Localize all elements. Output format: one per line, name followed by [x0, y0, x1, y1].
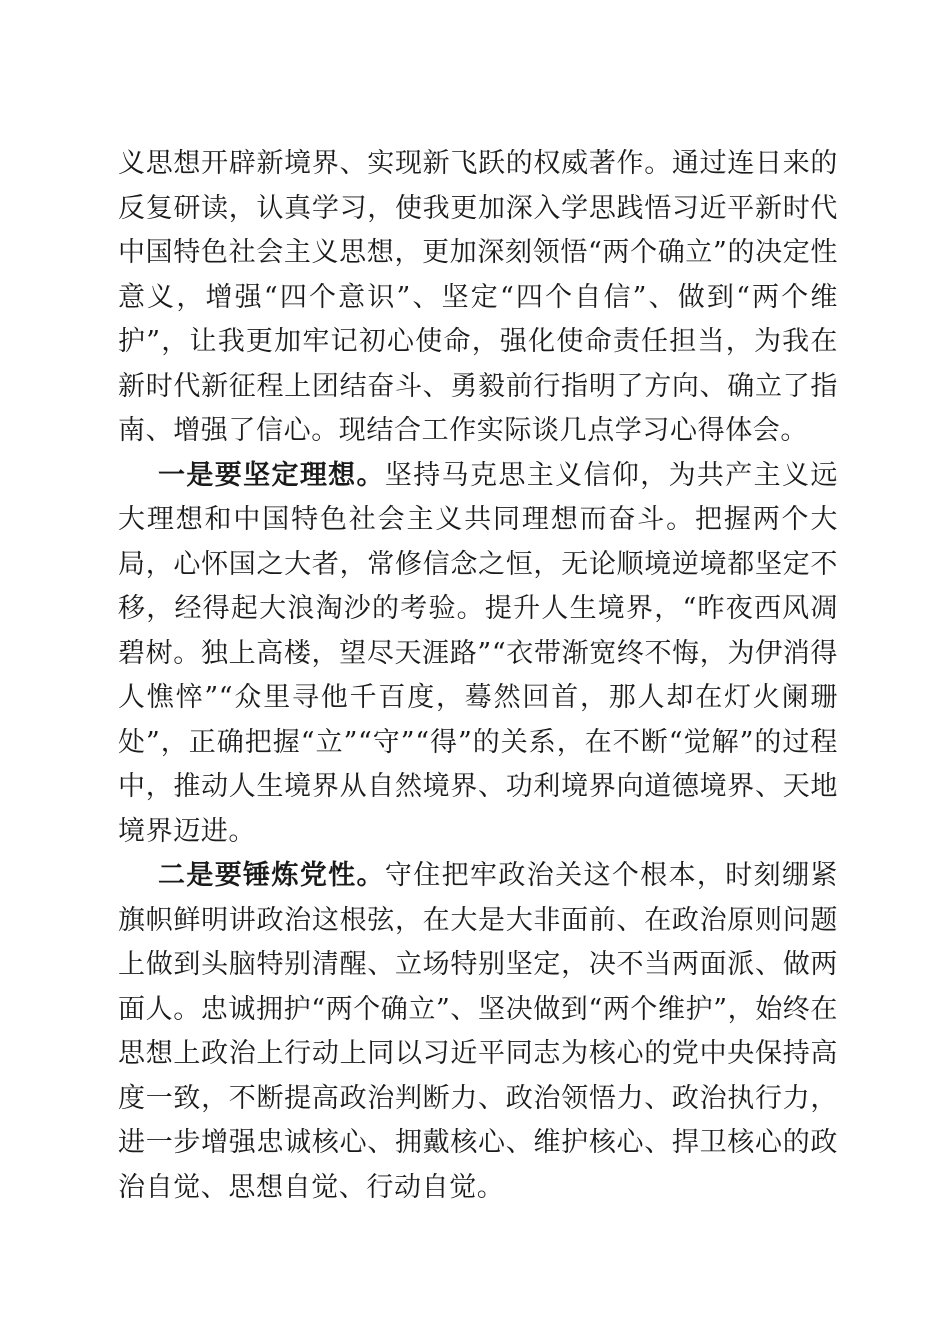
paragraph-party-spirit: [118, 854, 838, 1210]
paragraph-lead: 二是要锤炼党性。: [158, 860, 385, 891]
paragraph-text: 坚持马克思主义信仰，为共产主义远大理想和中国特色社会主义共同理想而奋斗。把握两个大局，心怀国之大者，常修信念之恒，无论顺境逆境都坚定不移，经得起大浪淘沙的考验。提升人生境界，“昨夜西风凋碧树。独上高楼，望尽天涯路”“衣带渐宽终不悔，为伊消得人憔悴”“众里寻他千百度，蓦然回首，那人却在灯火阑珊处”，正确把握“立”“守”“得”的关系，在不断“觉解”的过程中，推动人生境界从自然境界、功利境界向道德境界、天地境界迈进。: [118, 459, 838, 847]
paragraph-lead: 一是要坚定理想。: [158, 459, 385, 491]
paragraph-ideal: [118, 454, 838, 855]
paragraph-text: 守住把牢政治关这个根本，时刻绷紧旗帜鲜明讲政治这根弦，在大是大非面前、在政治原则问题上做到头脑特别清醒、立场特别坚定，决不当两面派、做两面人。忠诚拥护“两个确立”、坚决做到“两个维护”，始终在思想上政治上行动上同以习近平同志为核心的党中央保持高度一致，不断提高政治判断力、政治领悟力、政治执行力，进一步增强忠诚核心、拥戴核心、维护核心、捍卫核心的政治自觉、思想自觉、行动自觉。: [118, 860, 839, 1203]
document-body: [118, 142, 838, 1210]
paragraph-intro: [118, 142, 838, 454]
paragraph-text: 义思想开辟新境界、实现新飞跃的权威著作。通过连日来的反复研读，认真学习，使我更加深入学思践悟习近平新时代中国特色社会主义思想，更加深刻领悟“两个确立”的决定性意义，增强“四个意识”、坚定“四个自信”、做到“两个维护”，让我更加牢记初心使命，强化使命责任担当，为我在新时代新征程上团结奋斗、勇毅前行指明了方向、确立了指南、增强了信心。现结合工作实际谈几点学习心得体会。: [118, 148, 838, 446]
